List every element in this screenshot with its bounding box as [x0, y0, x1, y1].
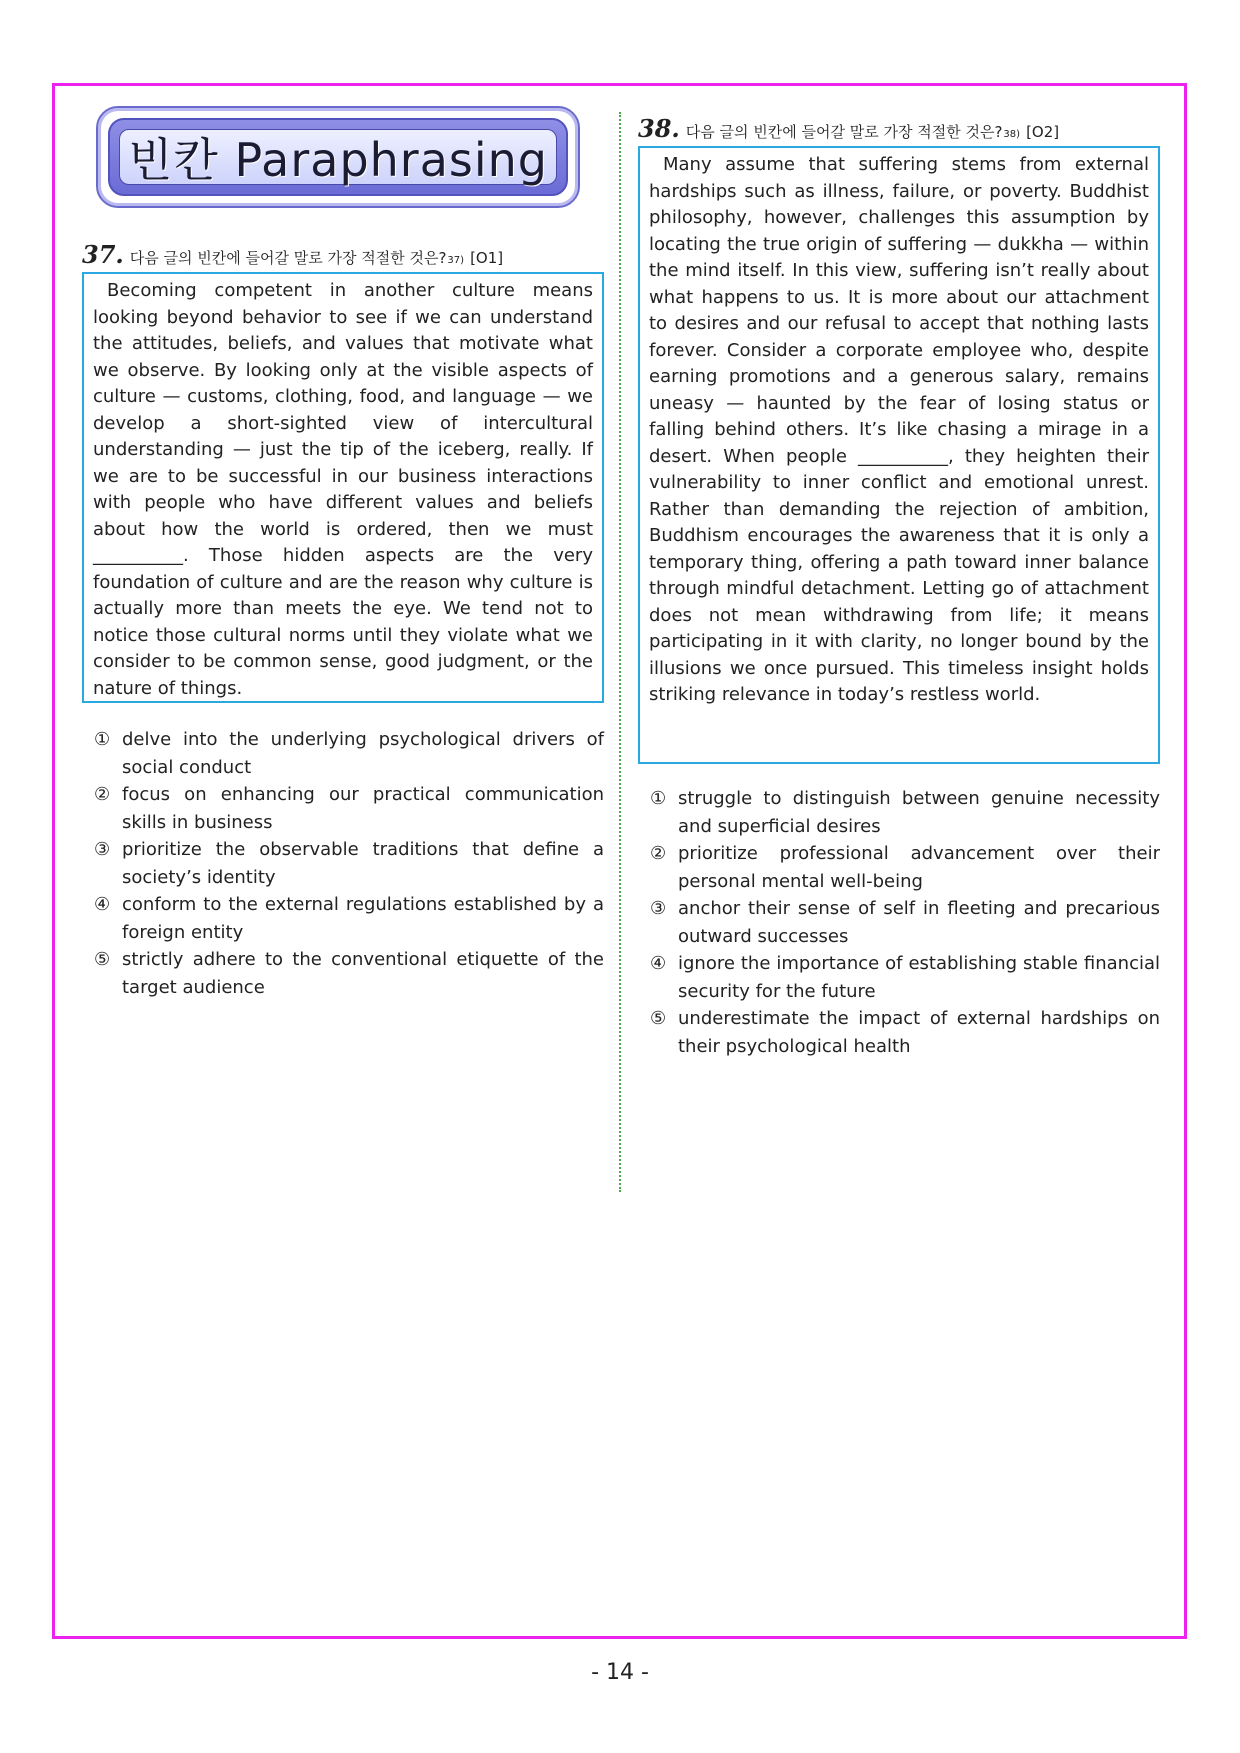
option-number: ④ [650, 953, 667, 974]
question-code: [O2] [1026, 123, 1060, 141]
question-37-passage [82, 272, 604, 703]
option-text: anchor their sense of self in fleeting and precarious outward successes [678, 898, 1160, 947]
footnote-ref: 37) [447, 255, 465, 266]
question-38-header [638, 114, 1059, 142]
option-number: ② [94, 784, 111, 805]
option-5[interactable] [650, 1005, 1160, 1060]
option-number: ① [94, 729, 111, 750]
column-divider [619, 112, 621, 1192]
footnote-ref: 38) [1003, 129, 1021, 140]
banner-face [119, 129, 557, 185]
option-4[interactable] [650, 950, 1160, 1005]
option-text: underestimate the impact of external hardships on their psychological health [678, 1008, 1160, 1057]
option-number: ⑤ [650, 1008, 667, 1029]
question-prompt: 다음 글의 빈칸에 들어갈 말로 가장 적절한 것은? [685, 123, 1003, 141]
question-prompt: 다음 글의 빈칸에 들어갈 말로 가장 적절한 것은? [129, 249, 447, 267]
section-title: 빈칸 Paraphrasing [127, 133, 548, 187]
option-2[interactable] [94, 781, 604, 836]
page-number: - 14 - [591, 1660, 649, 1685]
question-38-options [650, 785, 1160, 1060]
section-banner [96, 106, 580, 208]
question-37-header [82, 240, 503, 268]
option-number: ① [650, 788, 667, 809]
question-code: [O1] [470, 249, 504, 267]
question-number: 38. [638, 114, 680, 143]
option-number: ③ [94, 839, 111, 860]
option-text: strictly adhere to the conventional etiquette of the target audience [122, 949, 604, 998]
question-38-passage [638, 146, 1160, 764]
option-2[interactable] [650, 840, 1160, 895]
option-text: ignore the importance of establishing stable financial security for the future [678, 953, 1160, 1002]
option-number: ③ [650, 898, 667, 919]
option-number: ④ [94, 894, 111, 915]
option-4[interactable] [94, 891, 604, 946]
option-text: delve into the underlying psychological drivers of social conduct [122, 729, 604, 778]
option-number: ② [650, 843, 667, 864]
question-number: 37. [82, 240, 124, 269]
option-1[interactable] [650, 785, 1160, 840]
option-number: ⑤ [94, 949, 111, 970]
option-text: prioritize the observable traditions that define a society’s identity [122, 839, 604, 888]
option-text: struggle to distinguish between genuine necessity and superficial desires [678, 788, 1160, 837]
passage-text: Many assume that suffering stems from external hardships such as illness, failure, or poverty. Buddhist philosophy, however, challenges this assumption by locating the true origin of suffering — dukkha — within the mind itself. In this view, suffering isn’t really about what happens to us. It is more about our attachment to desires and our refusal to accept that nothing lasts forever. Consider a corporate employee who, despite earning promotions and a generous salary, remains uneasy — haunted by the fear of losing status or falling behind others. It’s like chasing a mirage in a desert. When people __________, they heighten their vulnerability to inner conflict and emotional unrest. Rather than demanding the rejection of ambition, Buddhism encourages the awareness that it is only a temporary thing, offering a path toward inner balance through mindful detachment. Letting go of attachment does not mean withdrawing from life; it means participating in it with clarity, no longer bound by the illusions we once pursued. This timeless insight holds striking relevance in today’s restless world. [649, 154, 1149, 705]
option-3[interactable] [650, 895, 1160, 950]
option-text: focus on enhancing our practical communication skills in business [122, 784, 604, 833]
option-text: prioritize professional advancement over their personal mental well-being [678, 843, 1160, 892]
passage-text: Becoming competent in another culture means looking beyond behavior to see if we can understand the attitudes, beliefs, and values that motivate what we observe. By looking only at the visible aspects of culture — customs, clothing, food, and language — we develop a short-sighted view of intercultural understanding — just the tip of the iceberg, really. If we are to be successful in our business interactions with people who have different values and beliefs about how the world is ordered, then we must __________. Those hidden aspects are the very foundation of culture and are the reason why culture is actually more than meets the eye. We tend not to notice those cultural norms until they violate what we consider to be common sense, good judgment, or the nature of things. [93, 280, 593, 699]
option-text: conform to the external regulations established by a foreign entity [122, 894, 604, 943]
option-5[interactable] [94, 946, 604, 1001]
option-1[interactable] [94, 726, 604, 781]
banner-border [108, 118, 568, 196]
option-3[interactable] [94, 836, 604, 891]
question-37-options [94, 726, 604, 1001]
